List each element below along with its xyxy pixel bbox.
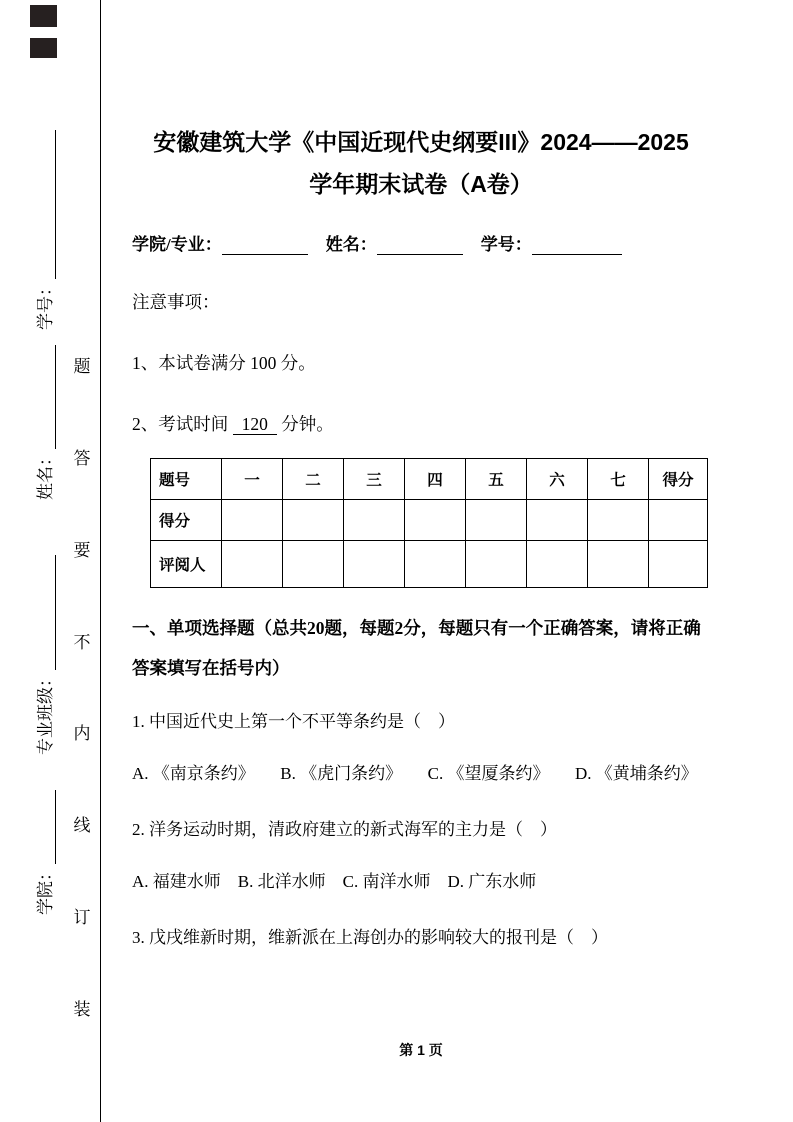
fill-in-blank xyxy=(222,236,308,255)
margin-field-class xyxy=(34,555,56,755)
table-header-cell: 二 xyxy=(283,459,344,500)
binding-line-text xyxy=(70,352,94,1020)
margin-field-college xyxy=(34,790,56,915)
score-table xyxy=(150,458,708,588)
margin-field-student-id xyxy=(34,130,56,330)
table-cell xyxy=(466,541,527,588)
table-cell xyxy=(283,541,344,588)
table-header-cell: 题号 xyxy=(151,459,222,500)
exam-title-line1: 安徽建筑大学《中国近现代史纲要III》2024——2025 xyxy=(153,129,689,155)
binding-line-char: 题 xyxy=(73,357,91,376)
notice-item-2-pre: 2、考试时间 xyxy=(132,414,229,434)
binding-separator-line xyxy=(100,0,101,1122)
corner-mark xyxy=(30,38,57,58)
notice-heading: 注意事项： xyxy=(132,292,220,312)
score-row-label: 得分 xyxy=(151,500,222,541)
fill-in-blank xyxy=(532,236,622,255)
table-header-cell: 四 xyxy=(405,459,466,500)
table-header-cell: 三 xyxy=(344,459,405,500)
table-cell xyxy=(588,500,649,541)
margin-field-label: 学院： xyxy=(36,864,55,915)
table-cell xyxy=(527,500,588,541)
table-header-cell: 五 xyxy=(466,459,527,500)
table-cell xyxy=(222,541,283,588)
corner-mark xyxy=(30,5,57,27)
exam-duration-value: 120 xyxy=(233,414,277,435)
binding-line-char: 答 xyxy=(73,448,91,468)
question-3 xyxy=(132,918,710,958)
question-2 xyxy=(132,810,710,904)
question-options: A. 福建水师 B. 北洋水师 C. 南洋水师 D. 广东水师 xyxy=(132,872,537,891)
exam-title-line2: 学年期末试卷（A卷） xyxy=(309,171,533,197)
form-college-major-label: 学院/专业： xyxy=(132,235,222,254)
student-info-line xyxy=(132,230,710,255)
table-header-cell: 七 xyxy=(588,459,649,500)
margin-field-label: 学号： xyxy=(36,279,55,330)
form-name-label: 姓名： xyxy=(325,235,377,254)
question-text: 1. 中国近代史上第一个不平等条约是（ ） xyxy=(132,712,455,731)
question-text: 2. 洋务运动时期，清政府建立的新式海军的主力是（ ） xyxy=(132,820,557,839)
question-text: 3. 戊戌维新时期，维新派在上海创办的影响较大的报刊是（ ） xyxy=(132,928,608,947)
table-header-cell: 六 xyxy=(527,459,588,500)
notice-item-2-post: 分钟。 xyxy=(281,414,334,434)
reviewer-row xyxy=(151,541,708,588)
fill-in-blank xyxy=(377,236,463,255)
reviewer-row-label: 评阅人 xyxy=(151,541,222,588)
table-cell xyxy=(405,500,466,541)
notice-item-2 xyxy=(132,411,710,436)
table-cell xyxy=(649,541,708,588)
margin-field-name xyxy=(34,345,56,500)
table-cell xyxy=(588,541,649,588)
score-row xyxy=(151,500,708,541)
table-header-cell: 得分 xyxy=(649,459,708,500)
table-cell xyxy=(344,500,405,541)
table-header-cell: 一 xyxy=(222,459,283,500)
binding-line-char: 内 xyxy=(73,724,91,744)
table-cell xyxy=(466,500,527,541)
binding-line-char: 要 xyxy=(73,540,91,560)
score-table-header-row xyxy=(151,459,708,500)
exam-content xyxy=(132,126,710,958)
binding-line-char: 线 xyxy=(73,816,91,836)
fill-in-blank xyxy=(33,345,56,449)
binding-line-char: 不 xyxy=(73,632,91,652)
question-options: A. 《南京条约》 B. 《虎门条约》 C. 《望厦条约》 D. 《黄埔条约》 xyxy=(132,764,698,783)
margin-field-label: 专业班级： xyxy=(36,670,55,755)
binding-line-char: 订 xyxy=(73,908,91,928)
table-cell xyxy=(222,500,283,541)
table-cell xyxy=(405,541,466,588)
table-cell xyxy=(649,500,708,541)
table-cell xyxy=(527,541,588,588)
fill-in-blank xyxy=(33,130,56,279)
table-cell xyxy=(344,541,405,588)
fill-in-blank xyxy=(33,790,56,864)
binding-line-char: 装 xyxy=(73,999,91,1019)
section-1-title: 一、单项选择题（总共20题，每题2分，每题只有一个正确答案，请将正确答案填写在括号内） xyxy=(132,618,701,678)
form-student-id-label: 学号： xyxy=(480,235,532,254)
table-cell xyxy=(283,500,344,541)
fill-in-blank xyxy=(33,555,56,670)
page-footer: 第 1 页 xyxy=(399,1042,443,1058)
notice-item-1: 1、本试卷满分 100 分。 xyxy=(132,353,316,373)
margin-field-label: 姓名： xyxy=(36,449,55,500)
question-1 xyxy=(132,702,710,796)
